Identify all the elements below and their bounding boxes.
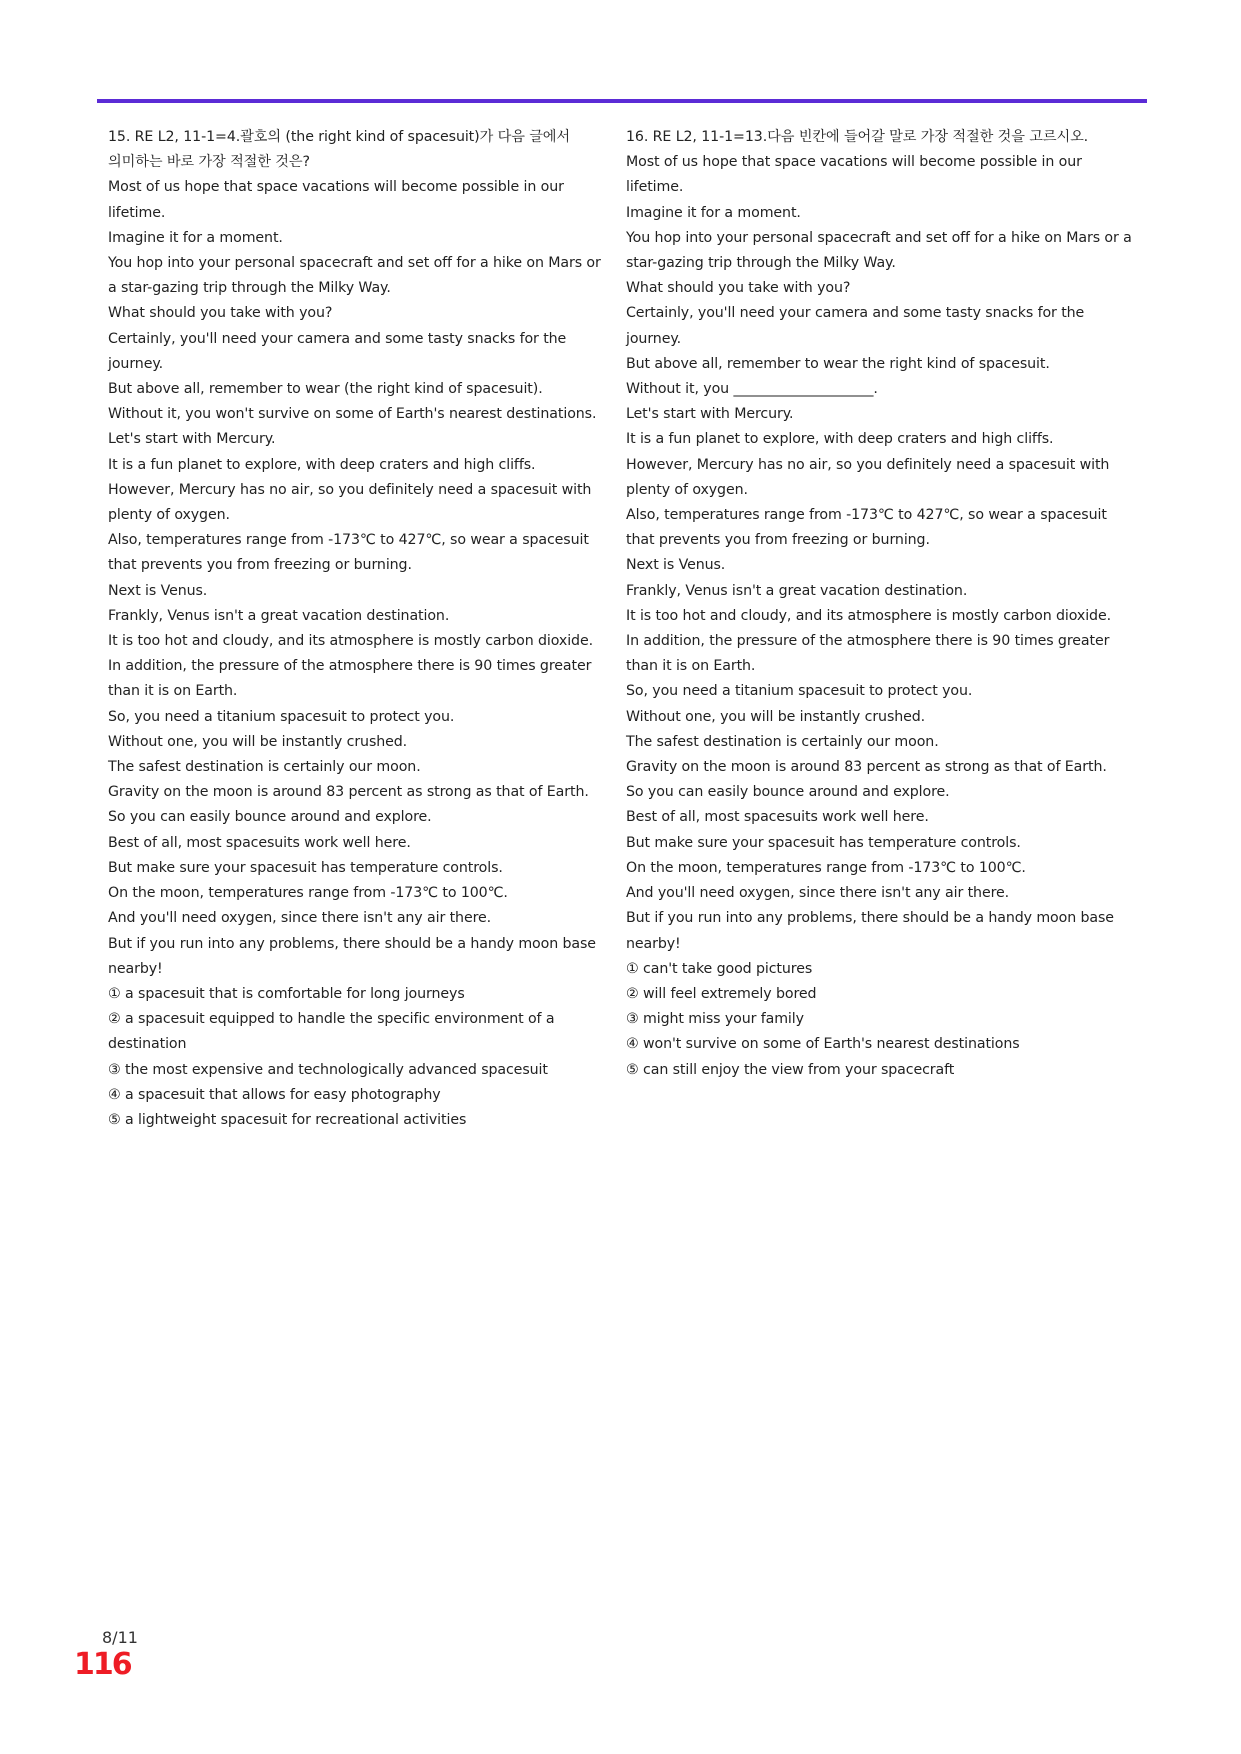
- passage-sentence: Without one, you will be instantly crushed.: [626, 708, 926, 725]
- heading-line: 15. RE L2, 11-1=4.괄호의 (the right kind of spacesuit)가 다음 글에서: [108, 129, 571, 145]
- passage-sentence: But make sure your spacesuit has temperature controls.: [108, 859, 503, 876]
- question-16-heading: [626, 125, 1136, 150]
- page-number: 116: [74, 1647, 131, 1682]
- header-rule: [97, 99, 1147, 103]
- passage-sentence: Best of all, most spacesuits work well here.: [626, 809, 929, 826]
- heading-line: 16. RE L2, 11-1=13.다음 빈칸에 들어갈 말로 가장 적절한 것을 고르시오.: [626, 129, 1089, 145]
- passage-sentence: So, you need a titanium spacesuit to protect you.: [626, 683, 973, 700]
- page-count: 8/11: [102, 1628, 138, 1647]
- question-15: [108, 125, 610, 1133]
- passage-sentence: Without one, you will be instantly crushed.: [108, 733, 408, 750]
- passage-sentence: Also, temperatures range from -173℃ to 427℃, so wear a spacesuit that prevents you from freezing or burning.: [108, 532, 589, 574]
- passage-sentence: Let's start with Mercury.: [108, 431, 276, 448]
- question-15-heading: [108, 125, 610, 175]
- answer-option: ④ a spacesuit that allows for easy photography: [108, 1086, 441, 1103]
- passage-sentence: Next is Venus.: [108, 582, 208, 599]
- passage-sentence: But if you run into any problems, there should be a handy moon base nearby!: [108, 935, 596, 977]
- passage-sentence: Most of us hope that space vacations will become possible in our lifetime.: [626, 154, 1082, 196]
- answer-option: ③ the most expensive and technologically advanced spacesuit: [108, 1061, 548, 1078]
- answer-option: ① can't take good pictures: [626, 960, 813, 977]
- passage-sentence: Most of us hope that space vacations will become possible in our lifetime.: [108, 179, 564, 221]
- passage-sentence: In addition, the pressure of the atmosphere there is 90 times greater than it is on Earth.: [626, 633, 1110, 675]
- passage-sentence: The safest destination is certainly our moon.: [108, 759, 421, 776]
- passage-sentence: Without it, you ____________________.: [626, 381, 878, 398]
- passage-sentence: The safest destination is certainly our moon.: [626, 733, 939, 750]
- passage-sentence: It is too hot and cloudy, and its atmosphere is mostly carbon dioxide.: [108, 633, 593, 650]
- passage-sentence: In addition, the pressure of the atmosphere there is 90 times greater than it is on Earth.: [108, 658, 592, 700]
- passage-sentence: But above all, remember to wear the right kind of spacesuit.: [626, 355, 1050, 372]
- answer-option: ④ won't survive on some of Earth's nearest destinations: [626, 1036, 1020, 1053]
- passage-sentence: So you can easily bounce around and explore.: [626, 784, 950, 801]
- passage-sentence: Best of all, most spacesuits work well here.: [108, 834, 411, 851]
- page-footer: [74, 1628, 157, 1682]
- passage-sentence: But if you run into any problems, there should be a handy moon base nearby!: [626, 910, 1114, 952]
- passage-sentence: You hop into your personal spacecraft and set off for a hike on Mars or a star-gazing trip through the Milky Way.: [626, 229, 1132, 272]
- passage-sentence: Let's start with Mercury.: [626, 406, 794, 423]
- question-16-passage: [626, 150, 1136, 957]
- passage-sentence: It is too hot and cloudy, and its atmosphere is mostly carbon dioxide.: [626, 607, 1111, 624]
- passage-sentence: What should you take with you?: [108, 305, 333, 322]
- passage-sentence: It is a fun planet to explore, with deep craters and high cliffs.: [626, 431, 1054, 448]
- heading-line: 의미하는 바로 가장 적절한 것은?: [108, 154, 310, 171]
- question-16-options: [626, 957, 1136, 1083]
- answer-option: ① a spacesuit that is comfortable for long journeys: [108, 985, 465, 1002]
- passage-sentence: Gravity on the moon is around 83 percent as strong as that of Earth.: [626, 759, 1107, 776]
- passage-sentence: And you'll need oxygen, since there isn't any air there.: [108, 910, 492, 927]
- passage-sentence: And you'll need oxygen, since there isn't any air there.: [626, 885, 1010, 902]
- passage-sentence: Gravity on the moon is around 83 percent as strong as that of Earth.: [108, 784, 589, 801]
- passage-sentence: However, Mercury has no air, so you definitely need a spacesuit with plenty of oxygen.: [108, 481, 592, 524]
- passage-sentence: So you can easily bounce around and explore.: [108, 809, 432, 826]
- question-15-passage: [108, 175, 610, 982]
- answer-option: ⑤ can still enjoy the view from your spacecraft: [626, 1061, 955, 1078]
- passage-sentence: Imagine it for a moment.: [108, 229, 283, 246]
- passage-sentence: So, you need a titanium spacesuit to protect you.: [108, 708, 455, 725]
- passage-sentence: Without it, you won't survive on some of Earth's nearest destinations.: [108, 406, 597, 423]
- answer-option: ② will feel extremely bored: [626, 985, 817, 1002]
- passage-sentence: You hop into your personal spacecraft and set off for a hike on Mars or a star-gazing trip through the Milky Way.: [108, 255, 601, 297]
- passage-sentence: Frankly, Venus isn't a great vacation destination.: [108, 607, 450, 624]
- passage-sentence: But above all, remember to wear (the right kind of spacesuit).: [108, 381, 543, 398]
- question-15-options: [108, 982, 610, 1133]
- answer-option: ② a spacesuit equipped to handle the specific environment of a destination: [108, 1011, 555, 1053]
- passage-sentence: On the moon, temperatures range from -173℃ to 100℃.: [626, 859, 1026, 876]
- passage-sentence: But make sure your spacesuit has temperature controls.: [626, 834, 1021, 851]
- answer-option: ⑤ a lightweight spacesuit for recreational activities: [108, 1111, 467, 1128]
- passage-sentence: On the moon, temperatures range from -173℃ to 100℃.: [108, 885, 508, 902]
- passage-sentence: Certainly, you'll need your camera and some tasty snacks for the journey.: [108, 330, 567, 372]
- passage-sentence: What should you take with you?: [626, 280, 851, 297]
- passage-sentence: Certainly, you'll need your camera and some tasty snacks for the journey.: [626, 305, 1085, 347]
- passage-sentence: It is a fun planet to explore, with deep craters and high cliffs.: [108, 456, 536, 473]
- passage-sentence: Next is Venus.: [626, 557, 726, 574]
- passage-sentence: Also, temperatures range from -173℃ to 427℃, so wear a spacesuit that prevents you from freezing or burning.: [626, 507, 1107, 549]
- passage-sentence: Imagine it for a moment.: [626, 204, 801, 221]
- passage-sentence: However, Mercury has no air, so you definitely need a spacesuit with plenty of oxygen.: [626, 456, 1110, 498]
- passage-sentence: Frankly, Venus isn't a great vacation destination.: [626, 582, 968, 599]
- question-16: [626, 125, 1136, 1083]
- answer-option: ③ might miss your family: [626, 1011, 804, 1028]
